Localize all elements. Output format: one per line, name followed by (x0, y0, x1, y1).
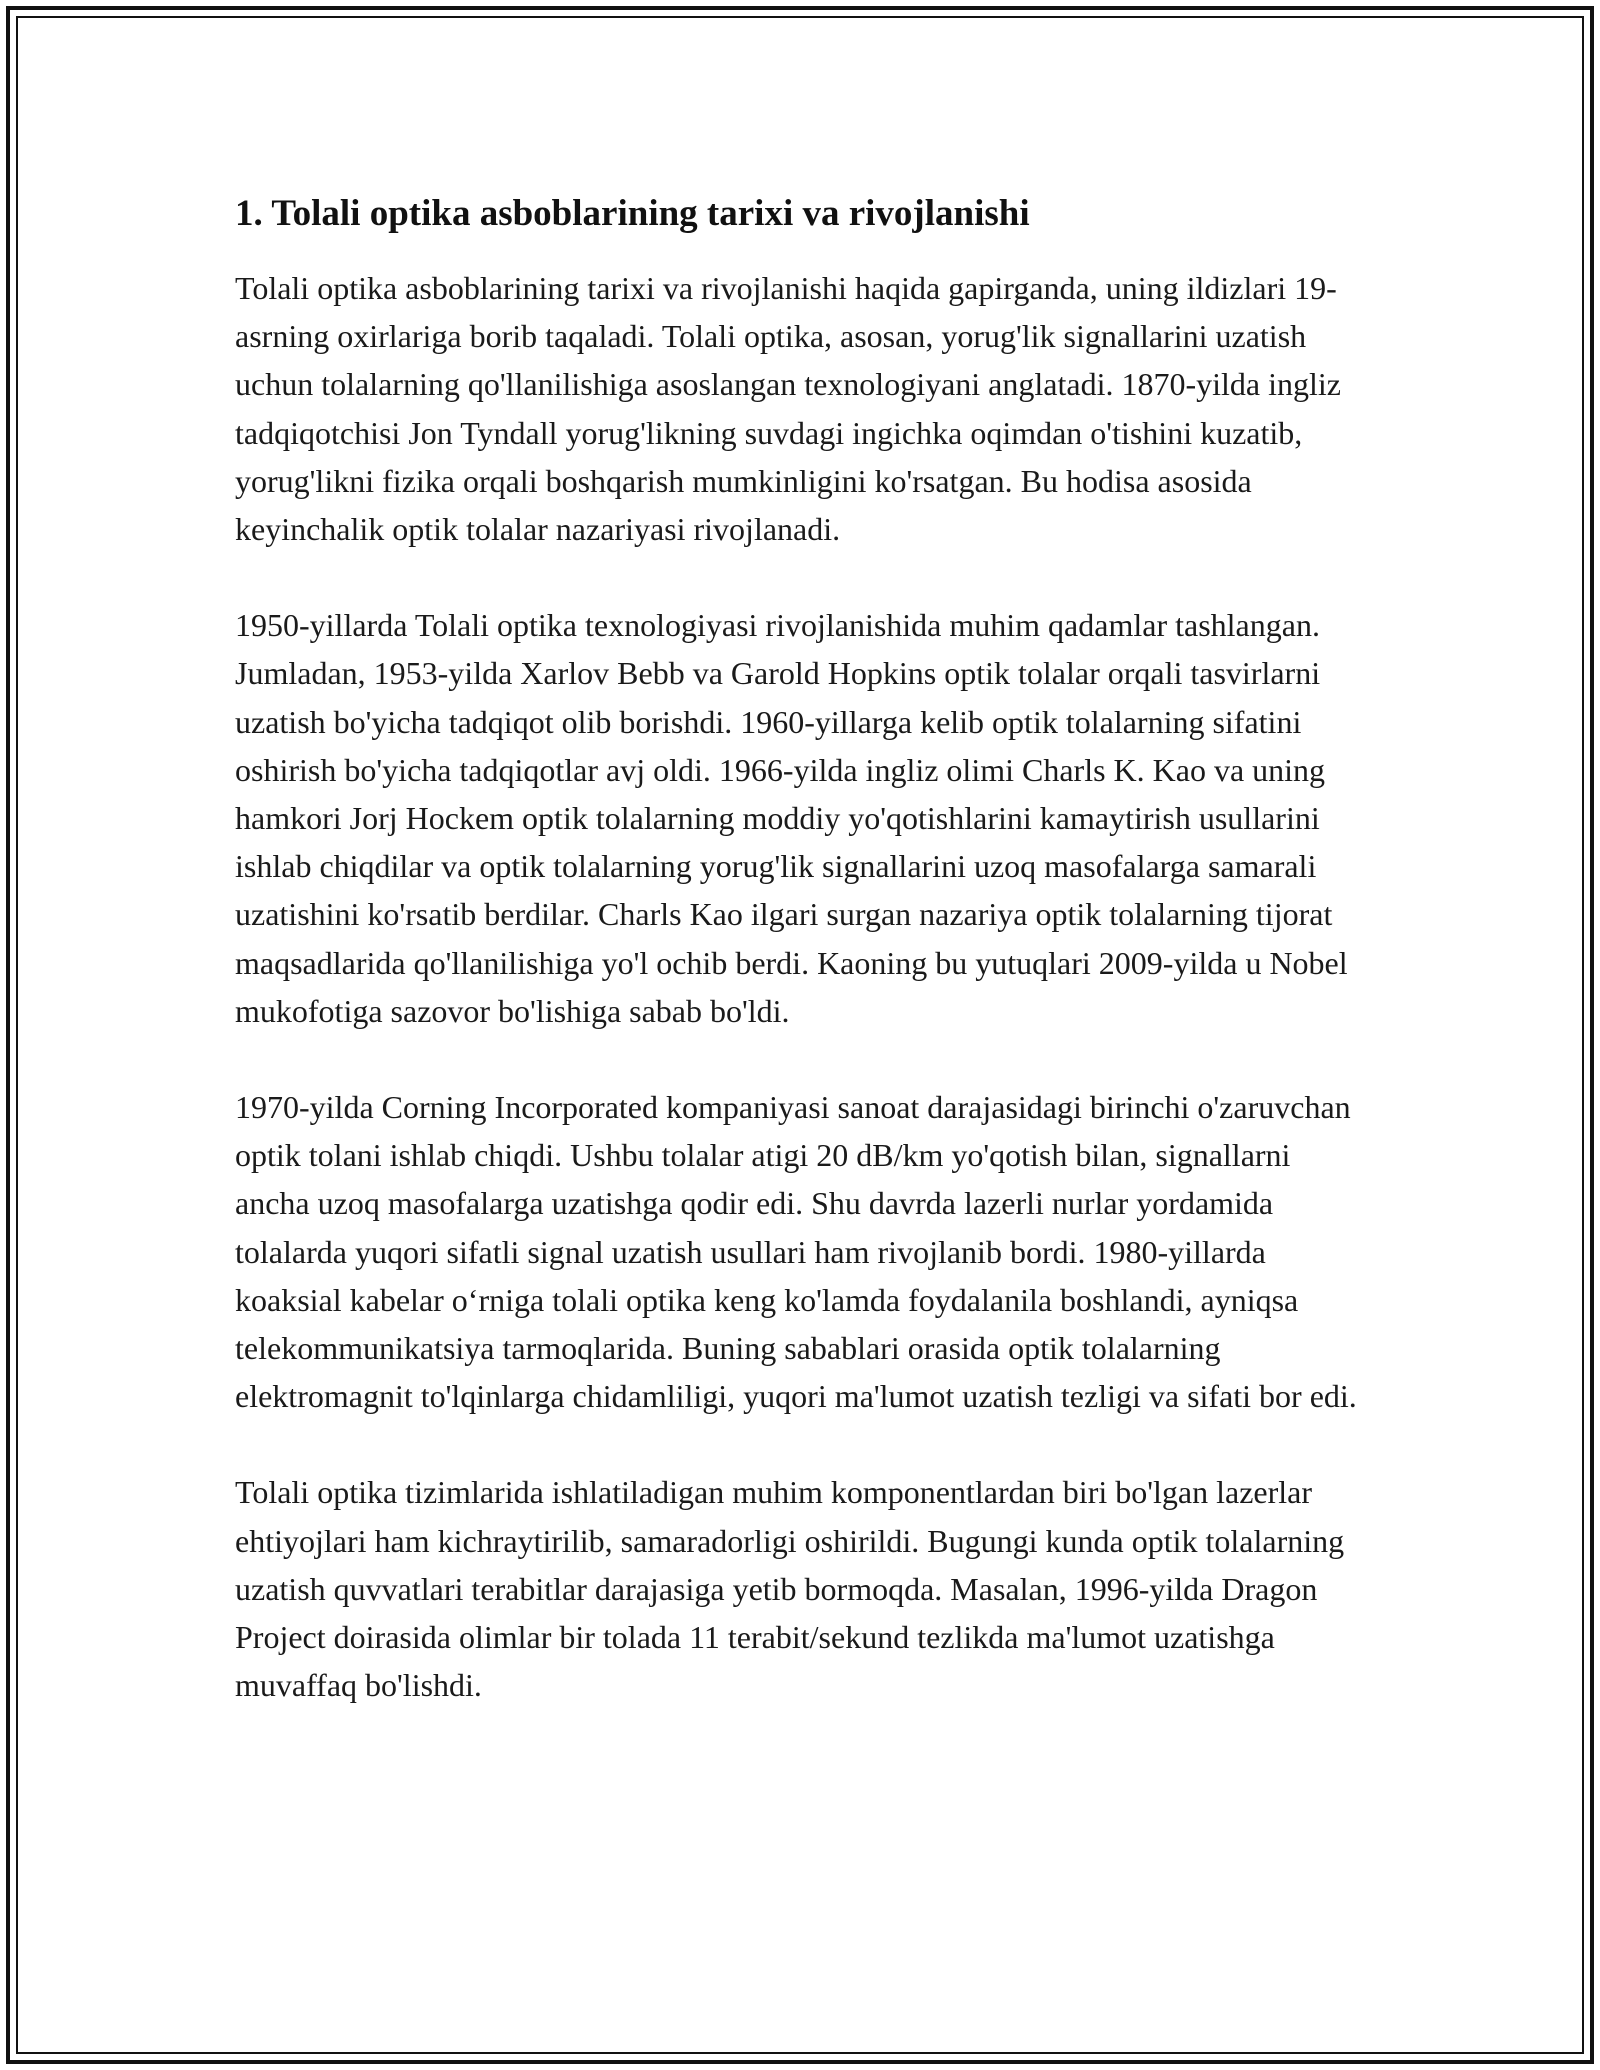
paragraph-4: Tolali optika tizimlarida ishlatiladigan muhim komponentlardan biri bo'lgan lazerlar ehtiyojlari ham kichraytirilib, samaradorligi oshirildi. Bugungi kunda optik tolalarning uzatish quvvatlari terabitlar darajasiga yetib bormoqda. Masalan, 1996-yilda Dragon Project doirasida olimlar bir tolada 11 terabit/sekund tezlikda ma'lumot uzatishga muvaffaq bo'lishdi. (235, 1474, 1345, 1704)
section-heading: 1. Tolali optika asboblarining tarixi va rivojlanishi (235, 193, 1030, 234)
paragraph-1: Tolali optika asboblarining tarixi va rivojlanishi haqida gapirganda, uning ildizlari 19-asrning oxirlariga borib taqaladi. Tolali optika, asosan, yorug'lik signallarini uzatish uchun tolalarning qo'llanilishiga asoslangan texnologiyani anglatadi. 1870-yilda ingliz tadqiqotchisi Jon Tyndall yorug'likning suvdagi ingichka oqimdan o'tishini kuzatib, yorug'likni fizika orqali boshqarish mumkinligini ko'rsatgan. Bu hodisa asosida keyinchalik optik tolalar nazariyasi rivojlanadi. (235, 270, 1341, 548)
paragraph-3: 1970-yilda Corning Incorporated kompaniyasi sanoat darajasidagi birinchi o'zaruvchan optik tolani ishlab chiqdi. Ushbu tolalar atigi 20 dB/km yo'qotish bilan, signallarni ancha uzoq masofalarga uzatishga qodir edi. Shu davrda lazerli nurlar yordamida tolalarda yuqori sifatli signal uzatish usullari ham rivojlanib bordi. 1980-yillarda koaksial kabelar o‘rniga tolali optika keng ko'lamda foydalanila boshlandi, ayniqsa telekommunikatsiya tarmoqlarida. Buning sabablari orasida optik tolalarning elektromagnit to'lqinlarga chidamliligi, yuqori ma'lumot uzatish tezligi va sifati bor edi. (235, 1089, 1357, 1415)
paragraph-2: 1950-yillarda Tolali optika texnologiyasi rivojlanishida muhim qadamlar tashlangan. Jumladan, 1953-yilda Xarlov Bebb va Garold Hopkins optik tolalar orqali tasvirlarni uzatish bo'yicha tadqiqot olib borishdi. 1960-yillarga kelib optik tolalarning sifatini oshirish bo'yicha tadqiqotlar avj oldi. 1966-yilda ingliz olimi Charls K. Kao va uning hamkori Jorj Hockem optik tolalarning moddiy yo'qotishlarini kamaytirish usullarini ishlab chiqdilar va optik tolalarning yorug'lik signallarini uzoq masofalarga samarali uzatishini ko'rsatib berdilar. Charls Kao ilgari surgan nazariya optik tolalarning tijorat maqsadlarida qo'llanilishiga yo'l ochib berdi. Kaoning bu yutuqlari 2009-yilda u Nobel mukofotiga sazovor bo'lishiga sabab bo'ldi. (235, 607, 1348, 1029)
document-body (235, 188, 1365, 1757)
